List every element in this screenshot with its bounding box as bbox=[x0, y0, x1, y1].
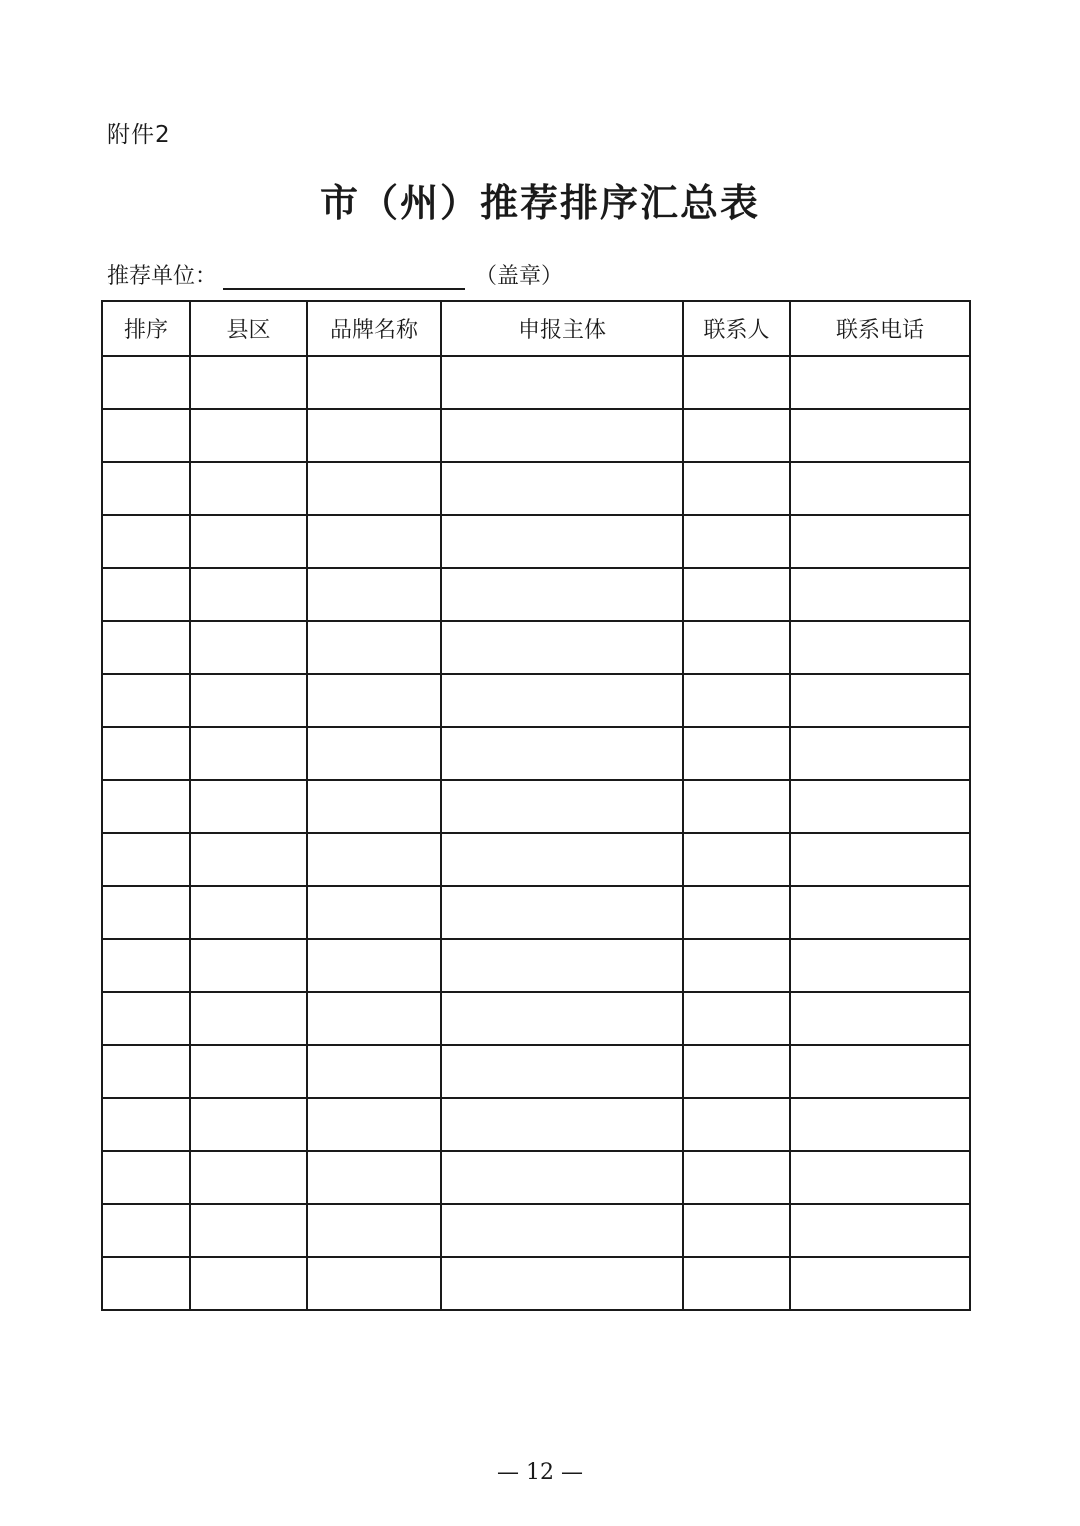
recommend-unit-line bbox=[107, 256, 563, 290]
table-cell[interactable] bbox=[102, 727, 190, 780]
table-row bbox=[102, 939, 970, 992]
table-row bbox=[102, 833, 970, 886]
table-cell[interactable] bbox=[307, 939, 441, 992]
table-cell[interactable] bbox=[790, 727, 970, 780]
table-cell[interactable] bbox=[190, 674, 307, 727]
table-cell[interactable] bbox=[307, 780, 441, 833]
table-cell[interactable] bbox=[441, 886, 683, 939]
table-cell[interactable] bbox=[102, 515, 190, 568]
table-cell[interactable] bbox=[190, 1257, 307, 1310]
table-row bbox=[102, 727, 970, 780]
table-cell[interactable] bbox=[190, 409, 307, 462]
table-cell[interactable] bbox=[683, 780, 790, 833]
table-cell[interactable] bbox=[307, 356, 441, 409]
table-cell[interactable] bbox=[441, 568, 683, 621]
table-cell[interactable] bbox=[790, 568, 970, 621]
table-cell[interactable] bbox=[790, 992, 970, 1045]
table-cell[interactable] bbox=[441, 1098, 683, 1151]
table-header-row bbox=[102, 301, 970, 356]
column-header-rank: 排序 bbox=[102, 301, 190, 356]
table-cell[interactable] bbox=[307, 1204, 441, 1257]
table-cell[interactable] bbox=[102, 1257, 190, 1310]
table-cell[interactable] bbox=[102, 1098, 190, 1151]
table-cell[interactable] bbox=[441, 1151, 683, 1204]
column-header-county: 县区 bbox=[190, 301, 307, 356]
column-header-applicant: 申报主体 bbox=[441, 301, 683, 356]
page-number: — 12 — bbox=[497, 1460, 583, 1485]
table-cell[interactable] bbox=[102, 886, 190, 939]
table-cell[interactable] bbox=[683, 1045, 790, 1098]
table-row bbox=[102, 1257, 970, 1310]
table-cell[interactable] bbox=[683, 1151, 790, 1204]
table-cell[interactable] bbox=[307, 886, 441, 939]
table-cell[interactable] bbox=[190, 356, 307, 409]
table-cell[interactable] bbox=[307, 992, 441, 1045]
table-cell[interactable] bbox=[441, 621, 683, 674]
table-cell[interactable] bbox=[441, 727, 683, 780]
table-cell[interactable] bbox=[441, 992, 683, 1045]
table-cell[interactable] bbox=[102, 833, 190, 886]
table-row bbox=[102, 462, 970, 515]
table-row bbox=[102, 1151, 970, 1204]
table-cell[interactable] bbox=[190, 462, 307, 515]
table-cell[interactable] bbox=[102, 674, 190, 727]
table-cell[interactable] bbox=[683, 1257, 790, 1310]
table-body bbox=[102, 356, 970, 1310]
table-row bbox=[102, 886, 970, 939]
table-row bbox=[102, 621, 970, 674]
table-cell[interactable] bbox=[683, 1204, 790, 1257]
column-header-contact-person: 联系人 bbox=[683, 301, 790, 356]
table-cell[interactable] bbox=[102, 356, 190, 409]
table-cell[interactable] bbox=[190, 1151, 307, 1204]
recommend-unit-blank[interactable] bbox=[223, 262, 465, 290]
table-cell[interactable] bbox=[102, 409, 190, 462]
table-cell[interactable] bbox=[102, 1151, 190, 1204]
table-cell[interactable] bbox=[102, 568, 190, 621]
summary-table bbox=[101, 300, 971, 1311]
table-cell[interactable] bbox=[683, 886, 790, 939]
table-cell[interactable] bbox=[307, 1257, 441, 1310]
table-cell[interactable] bbox=[790, 674, 970, 727]
table-cell[interactable] bbox=[441, 462, 683, 515]
table-cell[interactable] bbox=[102, 1204, 190, 1257]
table-cell[interactable] bbox=[307, 409, 441, 462]
table-cell[interactable] bbox=[190, 886, 307, 939]
table-cell[interactable] bbox=[790, 1151, 970, 1204]
table-row bbox=[102, 515, 970, 568]
table-cell[interactable] bbox=[102, 992, 190, 1045]
table-cell[interactable] bbox=[102, 780, 190, 833]
table-cell[interactable] bbox=[190, 1204, 307, 1257]
table-cell[interactable] bbox=[307, 462, 441, 515]
table-row bbox=[102, 409, 970, 462]
table-cell[interactable] bbox=[790, 1257, 970, 1310]
table-cell[interactable] bbox=[790, 621, 970, 674]
table-row bbox=[102, 356, 970, 409]
table-cell[interactable] bbox=[102, 462, 190, 515]
table-cell[interactable] bbox=[683, 939, 790, 992]
table-cell[interactable] bbox=[190, 992, 307, 1045]
table-cell[interactable] bbox=[790, 409, 970, 462]
table-cell[interactable] bbox=[790, 939, 970, 992]
table-cell[interactable] bbox=[441, 1045, 683, 1098]
column-header-brand-name: 品牌名称 bbox=[307, 301, 441, 356]
table-cell[interactable] bbox=[683, 568, 790, 621]
table-cell[interactable] bbox=[190, 833, 307, 886]
table-cell[interactable] bbox=[683, 992, 790, 1045]
table-cell[interactable] bbox=[307, 1098, 441, 1151]
attachment-label: 附件2 bbox=[107, 122, 171, 148]
table-cell[interactable] bbox=[683, 515, 790, 568]
table-cell[interactable] bbox=[307, 674, 441, 727]
table-cell[interactable] bbox=[790, 462, 970, 515]
table-cell[interactable] bbox=[307, 1151, 441, 1204]
table-cell[interactable] bbox=[307, 727, 441, 780]
table-cell[interactable] bbox=[790, 1045, 970, 1098]
table-cell[interactable] bbox=[441, 515, 683, 568]
recommend-unit-label: 推荐单位： bbox=[107, 264, 218, 289]
table-cell[interactable] bbox=[102, 621, 190, 674]
table-row bbox=[102, 1045, 970, 1098]
table-cell[interactable] bbox=[683, 674, 790, 727]
table-cell[interactable] bbox=[441, 1257, 683, 1310]
table-cell[interactable] bbox=[190, 939, 307, 992]
table-cell[interactable] bbox=[441, 833, 683, 886]
table-cell[interactable] bbox=[190, 621, 307, 674]
table-row bbox=[102, 1204, 970, 1257]
table-cell[interactable] bbox=[683, 833, 790, 886]
table-cell[interactable] bbox=[441, 356, 683, 409]
table-row bbox=[102, 568, 970, 621]
table-cell[interactable] bbox=[683, 1098, 790, 1151]
table-cell[interactable] bbox=[790, 356, 970, 409]
table-cell[interactable] bbox=[441, 674, 683, 727]
table-cell[interactable] bbox=[790, 515, 970, 568]
column-header-contact-phone: 联系电话 bbox=[790, 301, 970, 356]
table-cell[interactable] bbox=[790, 833, 970, 886]
table-cell[interactable] bbox=[190, 1098, 307, 1151]
table-cell[interactable] bbox=[190, 568, 307, 621]
table-cell[interactable] bbox=[790, 780, 970, 833]
table-cell[interactable] bbox=[307, 515, 441, 568]
seal-note: （盖章） bbox=[475, 264, 564, 289]
table-cell[interactable] bbox=[190, 780, 307, 833]
page-title: 市（州）推荐排序汇总表 bbox=[319, 180, 760, 225]
table-cell[interactable] bbox=[683, 621, 790, 674]
table-row bbox=[102, 1098, 970, 1151]
table-cell[interactable] bbox=[102, 939, 190, 992]
table-cell[interactable] bbox=[102, 1045, 190, 1098]
table-cell[interactable] bbox=[441, 939, 683, 992]
table-cell[interactable] bbox=[307, 1045, 441, 1098]
table-cell[interactable] bbox=[683, 462, 790, 515]
table-cell[interactable] bbox=[683, 727, 790, 780]
table-cell[interactable] bbox=[307, 621, 441, 674]
table-cell[interactable] bbox=[190, 727, 307, 780]
table-cell[interactable] bbox=[307, 833, 441, 886]
table-cell[interactable] bbox=[683, 409, 790, 462]
table-cell[interactable] bbox=[790, 1204, 970, 1257]
table-cell[interactable] bbox=[441, 1204, 683, 1257]
table-cell[interactable] bbox=[190, 1045, 307, 1098]
table-cell[interactable] bbox=[190, 515, 307, 568]
table-row bbox=[102, 992, 970, 1045]
table-row bbox=[102, 674, 970, 727]
table-cell[interactable] bbox=[441, 409, 683, 462]
table-row bbox=[102, 780, 970, 833]
table-cell[interactable] bbox=[441, 780, 683, 833]
table-cell[interactable] bbox=[790, 1098, 970, 1151]
table-cell[interactable] bbox=[790, 886, 970, 939]
table-cell[interactable] bbox=[307, 568, 441, 621]
table-cell[interactable] bbox=[683, 356, 790, 409]
